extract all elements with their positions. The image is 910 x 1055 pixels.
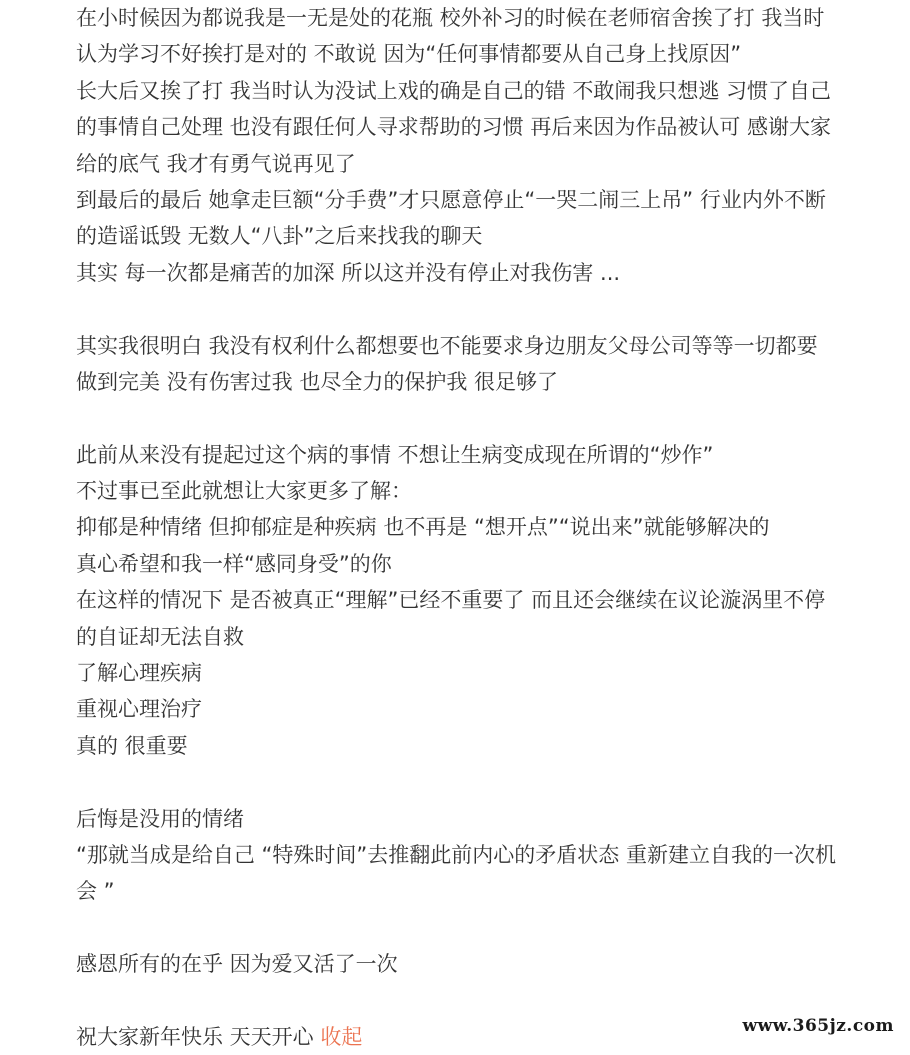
paragraph-gap	[76, 983, 888, 1019]
post-line: 重视心理治疗	[76, 697, 202, 722]
post-line: 的自证却无法自救	[76, 624, 244, 649]
post-line-text: 祝大家新年快乐 天天开心	[76, 1024, 314, 1049]
post-line: 此前从来没有提起过这个病的事情 不想让生病变成现在所谓的“炒作”	[76, 442, 714, 467]
post-line: 的事情自己处理 也没有跟任何人寻求帮助的习惯 再后来因为作品被认可 感谢大家	[76, 115, 832, 140]
post-line: 在小时候因为都说我是一无是处的花瓶 校外补习的时候在老师宿舍挨了打 我当时	[76, 6, 825, 30]
post-line: 真心希望和我一样“感同身受”的你	[76, 551, 392, 576]
post-line: 长大后又挨了打 我当时认为没试上戏的确是自己的错 不敢闹我只想逃 习惯了自己	[76, 78, 832, 103]
post-line: 其实我很明白 我没有权利什么都想要也不能要求身边朋友父母公司等等一切都要	[76, 333, 818, 358]
post-line: 做到完美 没有伤害过我 也尽全力的保护我 很足够了	[76, 369, 559, 394]
post-line: 后悔是没用的情绪	[76, 806, 244, 831]
post-line: 真的 很重要	[76, 733, 188, 758]
post-body	[76, 0, 888, 1055]
paragraph-gap	[76, 291, 888, 327]
watermark: www.365jz.com	[742, 1016, 894, 1036]
post-line: 给的底气 我才有勇气说再见了	[76, 151, 356, 176]
post-line: 到最后的最后 她拿走巨额“分手费”才只愿意停止“一哭二闹三上吊” 行业内外不断	[76, 187, 826, 212]
post-line: 抑郁是种情绪 但抑郁症是种疾病 也不再是 “想开点”“说出来”就能够解决的	[76, 515, 770, 540]
post-line: 感恩所有的在乎 因为爱又活了一次	[76, 952, 398, 977]
collapse-link[interactable]: 收起	[320, 1024, 363, 1049]
post-line: 了解心理疾病	[76, 661, 202, 686]
post-line: 的造谣诋毁 无数人“八卦”之后来找我的聊天	[76, 224, 483, 249]
post-line: 会 ”	[76, 879, 115, 904]
paragraph-gap	[76, 910, 888, 946]
paragraph-gap	[76, 400, 888, 436]
paragraph-gap	[76, 764, 888, 800]
post-line: 在这样的情况下 是否被真正“理解”已经不重要了 而且还会继续在议论漩涡里不停	[76, 588, 826, 613]
post-line: 其实 每一次都是痛苦的加深 所以这并没有停止对我伤害 ...	[76, 260, 621, 285]
post-line: 认为学习不好挨打是对的 不敢说 因为“任何事情都要从自己身上找原因”	[76, 42, 742, 67]
post-line: 不过事已至此就想让大家更多了解：	[76, 479, 412, 504]
post-line: “那就当成是给自己 “特殊时间”去推翻此前内心的矛盾状态 重新建立自我的一次机	[76, 842, 836, 867]
